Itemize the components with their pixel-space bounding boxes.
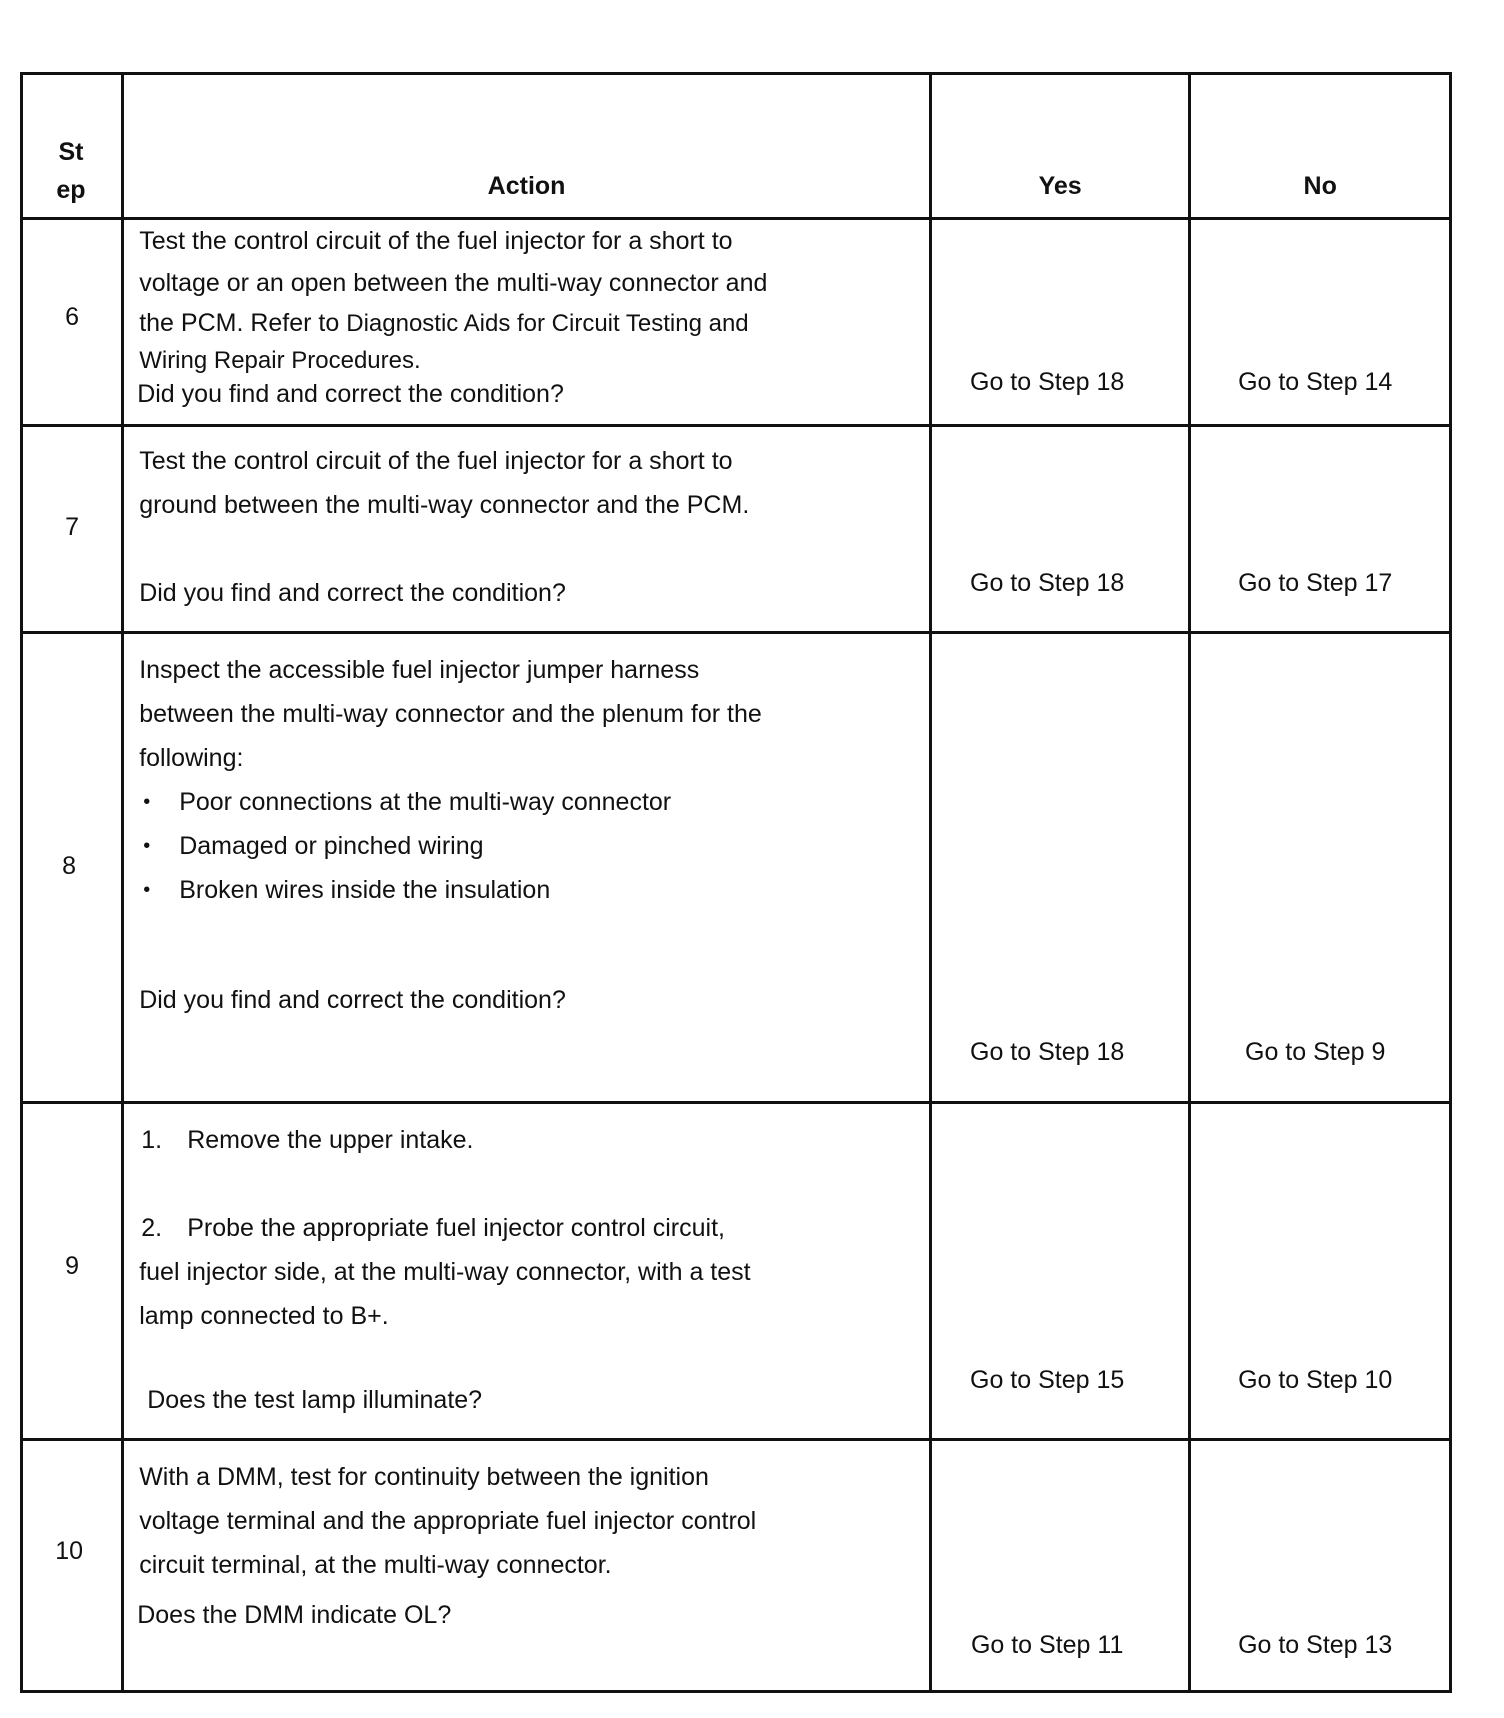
action-line: With a DMM, test for continuity between the ignition: [139, 1463, 709, 1491]
action-line: Inspect the accessible fuel injector jumper harness: [139, 656, 700, 684]
reference-link[interactable]: Diagnostic Aids for Circuit Testing and: [346, 310, 749, 337]
action-line: the PCM. Refer to: [139, 309, 347, 337]
table-row: [22, 633, 1451, 1103]
action-question: Does the test lamp illuminate?: [147, 1386, 483, 1414]
list-item: • Damaged or pinched wiring: [139, 824, 915, 868]
yes-cell: [930, 219, 1190, 426]
no-cell: [1190, 633, 1451, 1103]
table-row: [22, 1103, 1451, 1440]
numbered-step: [139, 1118, 915, 1162]
table-row: [22, 1440, 1451, 1692]
no-cell: [1190, 1103, 1451, 1440]
step-cell: [22, 219, 123, 426]
table-row: [22, 219, 1451, 426]
step-cell: [22, 633, 123, 1103]
no-goto-link[interactable]: Go to Step 17: [1238, 569, 1393, 597]
yes-cell: [930, 1103, 1190, 1440]
condition-list: [139, 780, 915, 912]
yes-cell: [930, 633, 1190, 1103]
yes-cell: [930, 1440, 1190, 1692]
reference-link[interactable]: Wiring Repair Procedures.: [139, 347, 421, 374]
yes-goto-link[interactable]: Go to Step 15: [970, 1366, 1125, 1394]
step-number: 10: [55, 1537, 83, 1565]
no-goto-link[interactable]: Go to Step 13: [1238, 1631, 1393, 1659]
step-number: 8: [62, 852, 77, 880]
no-goto-link[interactable]: Go to Step 9: [1245, 1038, 1386, 1066]
action-question: Did you find and correct the condition?: [139, 986, 566, 1014]
action-question: Did you find and correct the condition?: [137, 380, 564, 408]
header-step-line1: St: [58, 138, 84, 166]
step-index: 2.: [141, 1214, 163, 1242]
header-step: [22, 74, 123, 219]
yes-cell: [930, 426, 1190, 633]
table-row: [22, 426, 1451, 633]
action-line: ground between the multi-way connector and the PCM.: [139, 491, 750, 519]
header-yes: Yes: [930, 74, 1190, 219]
action-cell: [123, 633, 931, 1103]
action-line: circuit terminal, at the multi-way connector.: [139, 1551, 612, 1579]
action-line: fuel injector side, at the multi-way connector, with a test: [139, 1258, 751, 1286]
action-line: voltage or an open between the multi-way connector and: [139, 269, 768, 297]
action-question: Does the DMM indicate OL?: [137, 1601, 452, 1629]
step-cell: [22, 1103, 123, 1440]
no-cell: [1190, 1440, 1451, 1692]
step-text: Probe the appropriate fuel injector control circuit,: [187, 1214, 725, 1242]
no-cell: [1190, 219, 1451, 426]
no-goto-link[interactable]: Go to Step 14: [1238, 368, 1393, 396]
step-cell: [22, 1440, 123, 1692]
header-row: [22, 74, 1451, 219]
action-cell: [123, 426, 931, 633]
header-step-line2: ep: [56, 176, 86, 204]
step-index: 1.: [141, 1126, 163, 1154]
step-number: 6: [65, 303, 80, 331]
action-cell: [123, 1103, 931, 1440]
action-line: Test the control circuit of the fuel injector for a short to: [139, 447, 733, 475]
action-line: following:: [139, 744, 244, 772]
header-action: Action: [123, 74, 931, 219]
diagnostic-table: [20, 72, 1452, 1693]
action-line: Test the control circuit of the fuel injector for a short to: [139, 227, 733, 255]
yes-goto-link[interactable]: Go to Step 18: [970, 569, 1125, 597]
list-item: • Broken wires inside the insulation: [139, 868, 915, 912]
list-item: • Poor connections at the multi-way connector: [139, 780, 915, 824]
step-cell: [22, 426, 123, 633]
step-number: 9: [65, 1252, 80, 1280]
action-cell: [123, 219, 931, 426]
action-cell: [123, 1440, 931, 1692]
numbered-step: [139, 1206, 915, 1250]
step-number: 7: [65, 513, 80, 541]
no-goto-link[interactable]: Go to Step 10: [1238, 1366, 1393, 1394]
header-no: No: [1190, 74, 1451, 219]
action-line: between the multi-way connector and the plenum for the: [139, 700, 762, 728]
action-line: lamp connected to B+.: [139, 1302, 389, 1330]
step-text: Remove the upper intake.: [187, 1126, 474, 1154]
yes-goto-link[interactable]: Go to Step 11: [970, 1631, 1124, 1659]
action-line: voltage terminal and the appropriate fuel injector control: [139, 1507, 757, 1535]
yes-goto-link[interactable]: Go to Step 18: [970, 368, 1125, 396]
action-question: Did you find and correct the condition?: [139, 579, 566, 607]
no-cell: [1190, 426, 1451, 633]
yes-goto-link[interactable]: Go to Step 18: [970, 1038, 1125, 1066]
